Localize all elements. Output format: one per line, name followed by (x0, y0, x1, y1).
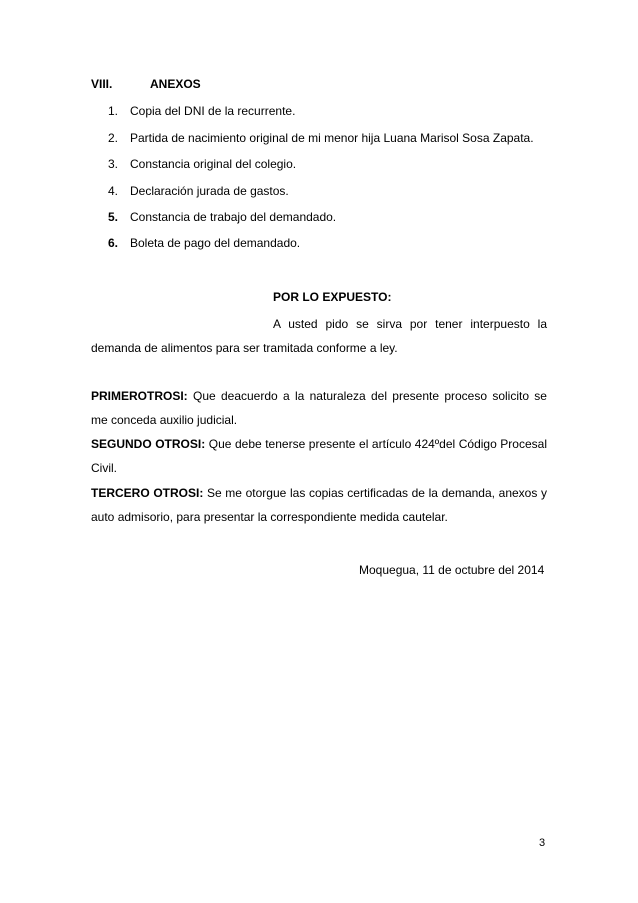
otrosi-text: Que debe tenerse presente el artículo 424ºdel Código Procesal Civil. (91, 437, 547, 475)
annex-text: Boleta de pago del demandado. (130, 236, 301, 250)
annex-number: 3. (108, 157, 119, 171)
annex-text: Declaración jurada de gastos. (130, 184, 289, 198)
annex-number: 2. (108, 131, 119, 145)
annex-number: 5. (108, 210, 119, 224)
annex-list-item (108, 131, 534, 145)
annex-list-item (108, 184, 289, 198)
otrosi-text: Se me otorgue las copias certificadas de la demanda, anexos y auto admisorio, para presentar la correspondiente medida cautelar. (91, 486, 547, 524)
annex-text: Constancia de trabajo del demandado. (130, 210, 337, 224)
annex-text: Copia del DNI de la recurrente. (130, 104, 296, 118)
por-lo-expuesto-heading: POR LO EXPUESTO: (273, 290, 392, 304)
otrosi-label: SEGUNDO OTROSI: (91, 437, 206, 451)
otrosi-paragraph (91, 481, 547, 529)
section-number: VIII. (91, 77, 113, 91)
date-line: Moquegua, 11 de octubre del 2014 (359, 563, 545, 577)
petition-paragraph: A usted pido se sirva por tener interpuesto la demanda de alimentos para ser tramitada conforme a ley. (91, 317, 547, 355)
section-title: ANEXOS (150, 77, 201, 91)
annex-text: Partida de nacimiento original de mi menor hija Luana Marisol Sosa Zapata. (130, 131, 534, 145)
annex-list-item (108, 210, 336, 224)
otrosi-paragraph (91, 432, 547, 480)
annex-list-item (108, 236, 300, 250)
otrosi-label: PRIMEROTROSI: (91, 389, 188, 403)
otrosi-paragraph (91, 384, 547, 432)
annex-number: 4. (108, 184, 119, 198)
otrosi-label: TERCERO OTROSI: (91, 486, 204, 500)
annex-number: 1. (108, 104, 119, 118)
otrosi-text: Que deacuerdo a la naturaleza del presente proceso solicito se me conceda auxilio judicial. (91, 389, 547, 427)
page-number: 3 (539, 837, 546, 849)
annex-list-item (108, 104, 295, 118)
annex-number: 6. (108, 236, 119, 250)
annex-list-item (108, 157, 296, 171)
annex-text: Constancia original del colegio. (130, 157, 297, 171)
